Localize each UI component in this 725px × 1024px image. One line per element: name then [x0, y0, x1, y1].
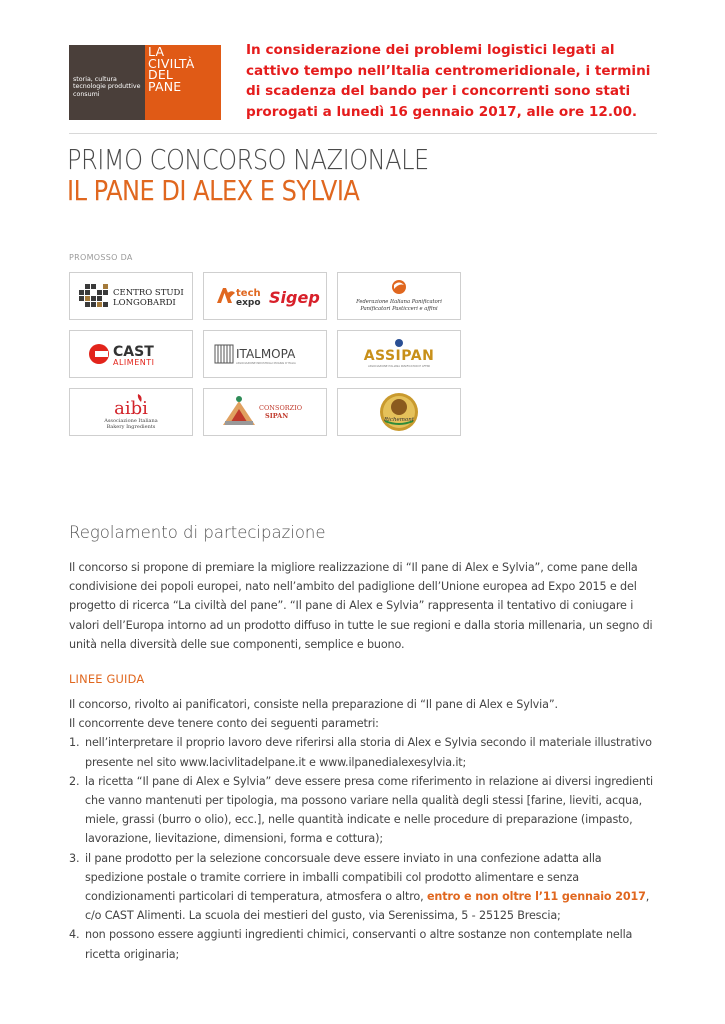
logo-right-block: [145, 45, 221, 120]
logo-brand-text: LA CIVILTÀ DEL PANE: [148, 44, 195, 94]
svg-text:CENTRO STUDI: CENTRO STUDI: [113, 288, 184, 298]
cast-alimenti-icon: [81, 339, 181, 369]
promoter-logo-italmopa: [203, 330, 327, 378]
regolamento-paragraph: Il concorso si propone di premiare la migliore realizzazione di “Il pane di Alex e Sylvia”, come pane della condivisione dei popoli europei, nato nell’ambito del padiglione dell’Unione europea ad Expo 2015 e del progetto di ricerca “La civiltà del pane”. “Il pane di Alex e Sylvia” rappresenta il tentativo di coniugare i valori dell’Europa intorno ad un prodotto diffuso in tutte le sue regioni e dalla storia millenaria, un segno di unità nella diversità delle sue componenti, semplice e buono.: [69, 561, 653, 651]
federazione-panificatori-icon: [343, 276, 455, 316]
list-item-text: nell’interpretare il proprio lavoro deve riferirsi alla storia di Alex e Sylvia secondo il materiale illustrativo presente nel sito www.lacivlitadelpane.it e www.ilpanedialexesylvia.it;: [85, 736, 652, 769]
promoter-logo-aibi: [69, 388, 193, 436]
svg-text:aibi: aibi: [114, 398, 148, 419]
promoted-by-label: PROMOSSO DA: [69, 253, 133, 262]
list-item: [69, 925, 659, 963]
promoter-logo-tech-expo-sigep: [203, 272, 327, 320]
richemont-icon: [369, 391, 429, 433]
aibi-icon: [81, 392, 181, 432]
logo-left-block: [69, 45, 145, 120]
svg-text:LONGOBARDI: LONGOBARDI: [113, 298, 176, 308]
title-line-1: PRIMO CONCORSO NAZIONALE: [67, 143, 429, 176]
svg-text:ALIMENTI: ALIMENTI: [113, 358, 155, 367]
guide-intro-1: Il concorso, rivolto ai panificatori, consiste nella preparazione di “Il pane di Alex e Sylvia”.: [69, 698, 558, 711]
linee-guida-content: [69, 695, 659, 964]
promoter-logo-assipan: [337, 330, 461, 378]
consorzio-sipan-icon: [209, 391, 321, 433]
svg-text:Associazione Italiana: Associazione Italiana: [104, 418, 158, 424]
svg-text:CONSORZIO: CONSORZIO: [259, 404, 303, 412]
svg-text:Richemont: Richemont: [383, 417, 415, 423]
deadline-highlight: entro e non oltre l’11 gennaio 2017: [426, 890, 646, 904]
promoter-logo-consorzio-sipan: [203, 388, 327, 436]
deadline-notice: In considerazione dei problemi logistici legati al cattivo tempo nell’Italia centromeridionale, i termini di scadenza del bando per i concorrenti sono stati prorogati a lunedì 16 gennaio 2017, alle ore 12.00.: [246, 42, 651, 120]
svg-text:ASSOCIAZIONE INDUSTRIALI MUGNA: ASSOCIAZIONE INDUSTRIALI MUGNAI D'ITALIA: [236, 362, 296, 365]
italmopa-icon: [209, 339, 321, 369]
svg-text:expo: expo: [236, 298, 261, 308]
svg-text:Panificatori Pasticceri e affi: Panificatori Pasticceri e affini: [360, 306, 438, 312]
list-item-text: non possono essere aggiunti ingredienti chimici, conservanti o altre sostanze non contemplate nella ricetta originaria;: [85, 928, 633, 961]
list-item: [69, 733, 659, 771]
centro-studi-longobardi-icon: [77, 281, 185, 311]
list-item-text-after: , c/o CAST Alimenti. La scuola dei mestieri del gusto, via Serenissima, 5 - 25125 Brescia;: [85, 890, 650, 923]
promoter-logo-richemont: [337, 388, 461, 436]
guide-intro-2: Il concorrente deve tenere conto dei seguenti parametri:: [69, 717, 379, 731]
list-item-number: 1.: [69, 736, 80, 750]
tech-expo-sigep-icon: [209, 281, 321, 311]
promoter-logo-federazione-panificatori: [337, 272, 461, 320]
svg-text:ASSOCIAZIONE ITALIANA PANIFICA: ASSOCIAZIONE ITALIANA PANIFICATORI E AFFINI: [367, 365, 431, 368]
promoter-logo-cast-alimenti: [69, 330, 193, 378]
svg-text:ITALMOPA: ITALMOPA: [236, 347, 296, 361]
list-item-number: 3.: [69, 851, 80, 865]
svg-text:Federazione Italiana Panificat: Federazione Italiana Panificatori: [356, 299, 442, 305]
svg-text:ASSIPAN: ASSIPAN: [363, 348, 435, 364]
list-item: [69, 849, 659, 926]
header-divider: [69, 133, 657, 134]
linee-guida-heading: LINEE GUIDA: [69, 672, 145, 686]
la-civilta-del-pane-logo: [69, 45, 221, 120]
promoter-logo-centro-studi-longobardi: [69, 272, 193, 320]
svg-text:Sigep: Sigep: [269, 288, 320, 307]
list-item: [69, 772, 659, 849]
svg-text:SIPAN: SIPAN: [265, 412, 289, 420]
list-item-number: 4.: [69, 928, 80, 942]
logo-tagline: storia, cultura tecnologie produttive consumi: [73, 75, 141, 98]
list-item-number: 2.: [69, 774, 80, 788]
promoters-grid: [69, 272, 463, 438]
assipan-icon: [343, 336, 455, 372]
list-item-text: [85, 849, 659, 926]
title-line-2: IL PANE DI ALEX E SYLVIA: [67, 174, 360, 207]
list-item-text-before: il pane prodotto per la selezione concorsuale deve essere inviato in una confezione adatta alla spedizione postale o tramite corriere in imballi compatibili col prodotto alimentare e senza condizionamenti particolari di temperatura, atmosfera o altro,: [85, 851, 602, 904]
section-title-regolamento: Regolamento di partecipazione: [69, 523, 326, 542]
svg-text:Bakery Ingredients: Bakery Ingredients: [106, 424, 156, 430]
svg-text:tech: tech: [236, 288, 261, 299]
svg-text:CAST: CAST: [113, 344, 154, 360]
list-item-text: la ricetta “Il pane di Alex e Sylvia” deve essere presa come riferimento in relazione ai diversi ingredienti che vanno mantenuti per tipologia, ma possono variare nella qualità degli stessi [farine, lieviti, acqua, miele, grassi (burro o olio), ecc.], nelle quantità indicate e nelle procedure di preparazione (impasto, lavorazione, lievitazione, dimensioni, forma e cottura);: [85, 774, 654, 846]
